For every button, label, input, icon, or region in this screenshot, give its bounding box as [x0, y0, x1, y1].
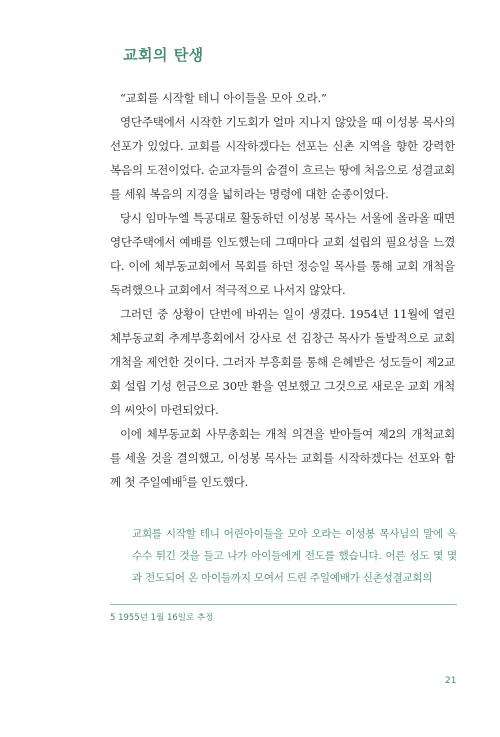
pull-quote: 교회를 시작할 테니 어린아이들을 모아 오라는 이성봉 목사님의 말에 옥수수 튀긴 것을 들고 나가 아이들에게 전도를 했습니다. 어른 성도 몇 몇과 전도되어 온 아이들까지 모여서 드린 주일예배가 신촌성결교회의	[132, 528, 457, 584]
paragraph-text: 이에 체부동교회 사무총회는 개척 의견을 받아들여 제2의 개척교회를 세울 것을 결의했고, 이성봉 목사는 교회를 시작하겠다는 선포와 함께 첫 주일예배	[110, 427, 455, 489]
paragraph: 그러던 중 상황이 단번에 바뀌는 일이 생겼다. 1954년 11월에 열린 체부동교회 추계부흥회에서 강사로 선 김창근 목사가 돌발적으로 교회 개척을 제언한 것이다. 그러자 부흥회를 통해 은혜받은 성도들이 제2교회 설립 기성 헌금으로 30만 환을 연보했고 그것으로 새로운 교회 개척의 씨앗이 마련되었다.	[110, 307, 455, 417]
footnote-marker: 5	[182, 475, 187, 484]
section-heading: 교회의 탄생	[123, 46, 204, 64]
footnote-divider	[110, 604, 457, 605]
paragraph	[110, 422, 455, 494]
paragraph: 당시 임마누엘 특공대로 활동하던 이성봉 목사는 서울에 올라올 때면 영단주택에서 예배를 인도했는데 그때마다 교회 설립의 필요성을 느꼈다. 이에 체부동교회에서 목회를 하던 정승일 목사를 통해 교회 개척을 독려했으나 교회에서 적극적으로 나서지 않았다.	[110, 211, 455, 297]
page-number: 21	[445, 676, 457, 686]
body-text	[110, 86, 455, 494]
paragraph: 영단주택에서 시작한 기도회가 얼마 지나지 않았을 때 이성봉 목사의 선포가 있었다. 교회를 시작하겠다는 선포는 신촌 지역을 향한 강력한 복음의 도전이었다. 순교자들의 숨결이 흐르는 땅에 처음으로 성결교회를 세워 복음의 지경을 넓히라는 명령에 대한 순종이었다.	[110, 115, 455, 201]
paragraph: “교회를 시작할 테니 아이들을 모아 오라.”	[120, 91, 327, 105]
footnote: 5 1955년 1월 16일로 추정	[110, 613, 214, 623]
paragraph-text-end: 를 인도했다.	[186, 475, 249, 489]
